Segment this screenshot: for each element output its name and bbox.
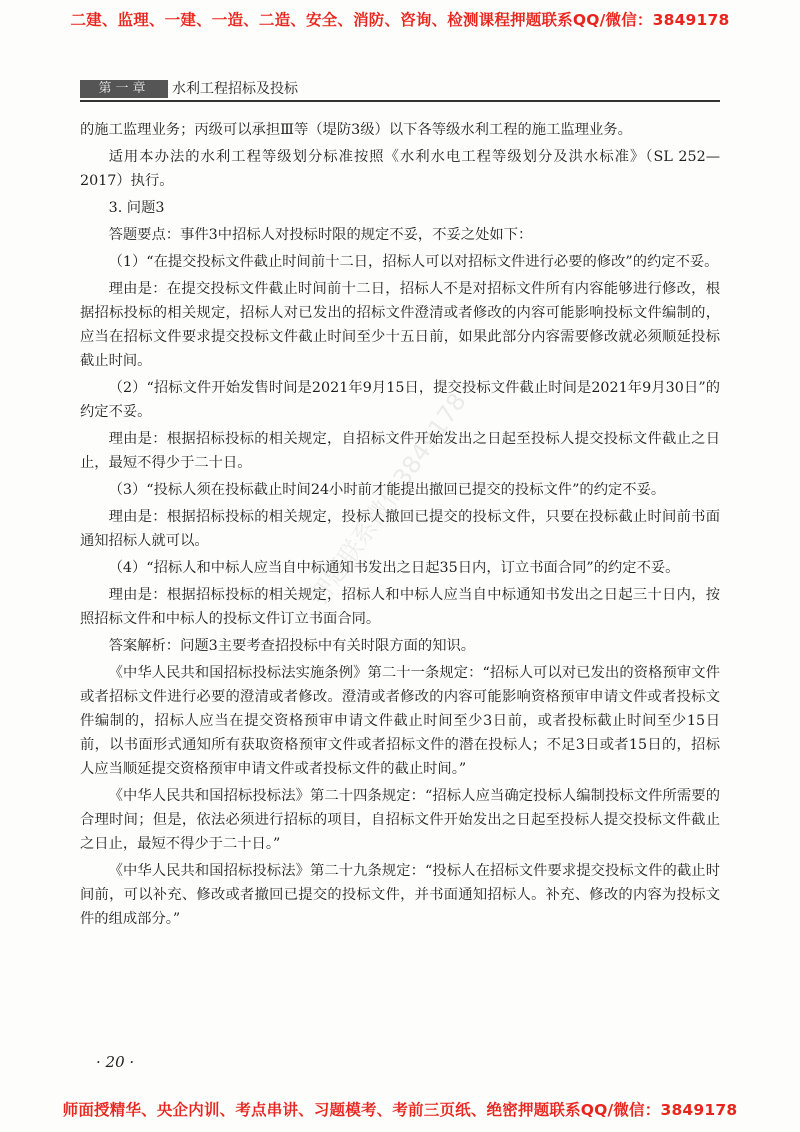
paragraph: 《中华人民共和国招标投标法》第二十四条规定：“招标人应当确定投标人编制投标文件所需要的合理时间；但是，依法必须进行招标的项目，自招标文件开始发出之日起至投标人提交投标文件截止之日止，最短不得少于二十日。” xyxy=(80,788,720,852)
chapter-header xyxy=(80,80,720,102)
paragraph: 理由是：根据招标投标的相关规定，招标人和中标人应当自中标通知书发出之日起三十日内，按照招标文件和中标人的投标文件订立书面合同。 xyxy=(80,587,720,627)
paragraph: （4）“招标人和中标人应当自中标通知书发出之日起35日内，订立书面合同”的约定不妥。 xyxy=(108,560,680,576)
paragraph: （3）“投标人须在投标截止时间24小时前才能提出撤回已提交的投标文件”的约定不妥。 xyxy=(108,482,666,498)
page-body xyxy=(80,118,720,934)
page-number: · 20 · xyxy=(96,1053,135,1071)
paragraph: 的施工监理业务；丙级可以承担Ⅲ等（堤防3级）以下各等级水利工程的施工监理业务。 xyxy=(80,122,632,138)
bottom-banner: 师面授精华、央企内训、考点串讲、习题模考、考前三页纸、绝密押题联系QQ/微信：3849178 xyxy=(62,1101,738,1119)
watermark: 押题联系微信3849178 xyxy=(304,387,472,610)
paragraph: 《中华人民共和国招标投标法实施条例》第二十一条规定：“招标人可以对已发出的资格预审文件或者招标文件进行必要的澄清或者修改。澄清或者修改的内容可能影响资格预审申请文件或者投标文件编制的，招标人应当在提交资格预审申请文件截止时间至少3日前，或者投标截止时间至少15日前，以书面形式通知所有获取资格预审文件或者招标文件的潜在投标人；不足3日或者15日的，招标人应当顺延提交资格预审申请文件或者投标文件的截止时间。” xyxy=(80,665,720,777)
section-heading: 3. 问题3 xyxy=(108,200,165,216)
paragraph: 理由是：根据招标投标的相关规定，自招标文件开始发出之日起至投标人提交投标文件截止之日止，最短不得少于二十日。 xyxy=(80,431,720,471)
chapter-title: 水利工程招标及投标 xyxy=(172,81,298,97)
paragraph: 答案解析：问题3主要考查招投标中有关时限方面的知识。 xyxy=(108,638,476,654)
top-banner: 二建、监理、一建、一造、二造、安全、消防、咨询、检测课程押题联系QQ/微信：3849178 xyxy=(70,11,730,29)
paragraph: （1）“在提交投标文件截止时间前十二日，招标人可以对招标文件进行必要的修改”的约定不妥。 xyxy=(108,254,719,270)
paragraph: （2）“招标文件开始发售时间是2021年9月15日，提交投标文件截止时间是2021年9月30日”的约定不妥。 xyxy=(80,380,720,420)
paragraph: 理由是：在提交投标文件截止时间前十二日，招标人不是对招标文件所有内容能够进行修改，根据招标投标的相关规定，招标人对已发出的招标文件澄清或者修改的内容可能影响投标文件编制的，应当在招标文件要求提交投标文件截止时间至少十五日前，如果此部分内容需要修改就必须顺延投标截止时间。 xyxy=(80,281,720,369)
paragraph: 《中华人民共和国招标投标法》第二十九条规定：“投标人在招标文件要求提交投标文件的截止时间前，可以补充、修改或者撤回已提交的投标文件，并书面通知招标人。补充、修改的内容为投标文件的组成部分。” xyxy=(80,863,720,927)
paragraph: 答题要点：事件3中招标人对投标时限的规定不妥，不妥之处如下： xyxy=(108,227,533,243)
chapter-tag: 第一章 xyxy=(80,80,168,98)
paragraph: 理由是：根据招标投标的相关规定，投标人撤回已提交的投标文件，只要在投标截止时间前书面通知招标人就可以。 xyxy=(80,509,720,549)
paragraph: 适用本办法的水利工程等级划分标准按照《水利水电工程等级划分及洪水标准》（SL 252—2017）执行。 xyxy=(80,149,720,189)
